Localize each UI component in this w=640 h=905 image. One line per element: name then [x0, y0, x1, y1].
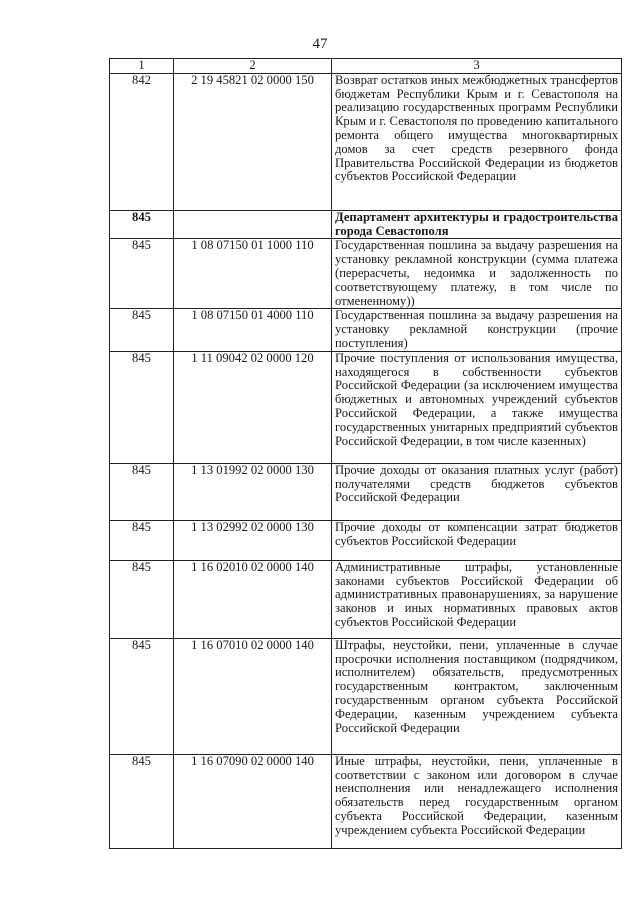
cell-col1: 842	[110, 73, 174, 210]
revenue-codes-table	[109, 58, 622, 849]
table-row	[110, 520, 622, 560]
cell-col1: 845	[110, 754, 174, 848]
header-col-3: 3	[332, 59, 622, 74]
table-row	[110, 754, 622, 848]
cell-col2	[174, 210, 332, 239]
cell-col1: 845	[110, 309, 174, 351]
table-header-row	[110, 59, 622, 74]
table-row	[110, 463, 622, 520]
cell-col1: 845	[110, 520, 174, 560]
cell-col1: 845	[110, 463, 174, 520]
cell-col2: 1 08 07150 01 4000 110	[174, 309, 332, 351]
cell-col2: 1 13 01992 02 0000 130	[174, 463, 332, 520]
table-row	[110, 351, 622, 463]
cell-col3: Государственная пошлина за выдачу разрешения на установку рекламной конструкции (прочие поступления)	[332, 309, 622, 351]
table-row	[110, 210, 622, 239]
cell-col2: 1 11 09042 02 0000 120	[174, 351, 332, 463]
cell-col3: Возврат остатков иных межбюджетных трансфертов бюджетам Республики Крым и г. Севастополя на реализацию государственных программ Республики Крым и г. Севастополя по проведению капитального ремонта общего имущества многоквартирных домов за счет средств резервного фонда Правительства Российской Федерации из бюджетов субъектов Российской Федерации	[332, 73, 622, 210]
table-row	[110, 309, 622, 351]
cell-col1: 845	[110, 210, 174, 239]
cell-col1: 845	[110, 351, 174, 463]
cell-col2: 1 16 07010 02 0000 140	[174, 638, 332, 754]
cell-col1: 845	[110, 239, 174, 309]
cell-col2: 2 19 45821 02 0000 150	[174, 73, 332, 210]
cell-col3: Административные штрафы, установленные законами субъектов Российской Федерации об административных правонарушениях, за нарушение законов и иных нормативных правовых актов субъектов Российской Федерации	[332, 560, 622, 638]
table-row	[110, 560, 622, 638]
table-row	[110, 73, 622, 210]
cell-col3: Иные штрафы, неустойки, пени, уплаченные в соответствии с законом или договором в случае неисполнения или ненадлежащего исполнения обязательств перед государственным органом субъекта Российской Федерации, казенным учреждением субъекта Российской Федерации	[332, 754, 622, 848]
table-row	[110, 638, 622, 754]
cell-col3: Департамент архитектуры и градостроительства города Севастополя	[332, 210, 622, 239]
cell-col3: Прочие поступления от использования имущества, находящегося в собственности субъектов Российской Федерации (за исключением имущества бюджетных и автономных учреждений субъектов Российской Федерации, а также имущества государственных унитарных предприятий субъектов Российской Федерации, в том числе казенных)	[332, 351, 622, 463]
cell-col2: 1 13 02992 02 0000 130	[174, 520, 332, 560]
cell-col3: Прочие доходы от компенсации затрат бюджетов субъектов Российской Федерации	[332, 520, 622, 560]
header-col-2: 2	[174, 59, 332, 74]
table-row	[110, 239, 622, 309]
table-body	[110, 73, 622, 848]
cell-col2: 1 16 07090 02 0000 140	[174, 754, 332, 848]
cell-col2: 1 08 07150 01 1000 110	[174, 239, 332, 309]
cell-col1: 845	[110, 560, 174, 638]
header-col-1: 1	[110, 59, 174, 74]
cell-col2: 1 16 02010 02 0000 140	[174, 560, 332, 638]
cell-col3: Государственная пошлина за выдачу разрешения на установку рекламной конструкции (сумма платежа (перерасчеты, недоимка и задолженность по соответствующему платежу, в том числе по отмененному))	[332, 239, 622, 309]
cell-col1: 845	[110, 638, 174, 754]
cell-col3: Штрафы, неустойки, пени, уплаченные в случае просрочки исполнения поставщиком (подрядчиком, исполнителем) обязательств, предусмотренных государственным контрактом, заключенным государственным органом субъекта Российской Федерации, казенным учреждением субъекта Российской Федерации	[332, 638, 622, 754]
page-number: 47	[312, 36, 328, 52]
cell-col3: Прочие доходы от оказания платных услуг (работ) получателями средств бюджетов субъектов Российской Федерации	[332, 463, 622, 520]
